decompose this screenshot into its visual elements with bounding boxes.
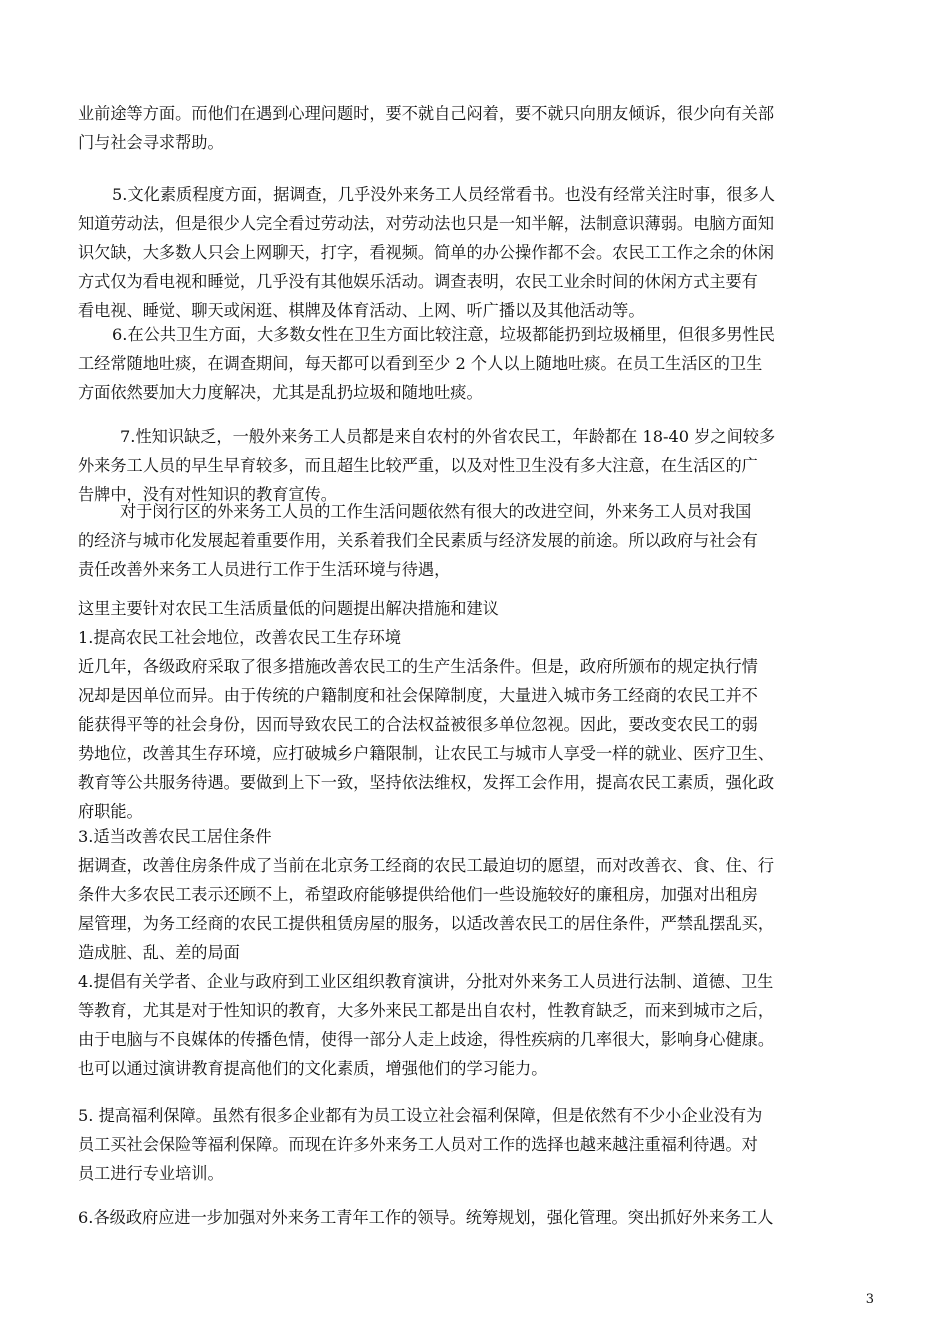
text-line: 识欠缺，大多数人只会上网聊天，打字，看视频。简单的办公操作都不会。农民工工作之余的休闲 (78, 243, 775, 262)
text-line: 6.在公共卫生方面，大多数女性在卫生方面比较注意，垃圾都能扔到垃圾桶里，但很多男性民 (112, 325, 775, 344)
text-line: 6.各级政府应进一步加强对外来务工青年工作的领导。统筹规划，强化管理。突出抓好外来务工人 (78, 1208, 774, 1227)
text-line: 方面依然要加大力度解决，尤其是乱扔垃圾和随地吐痰。 (78, 383, 483, 402)
text-line: 告牌中，没有对性知识的教育宣传。 (78, 485, 337, 504)
text-line: 4.提倡有关学者、企业与政府到工业区组织教育演讲，分批对外来务工人员进行法制、道德、卫生 (78, 972, 774, 991)
text-line: 能获得平等的社会身份，因而导致农民工的合法权益被很多单位忽视。因此，要改变农民工的弱 (78, 715, 758, 734)
paragraph-6-hygiene (78, 320, 878, 407)
text-line: 看电视、睡觉、聊天或闲逛、棋牌及体育活动、上网、听广播以及其他活动等。 (78, 301, 645, 320)
paragraph-intro (78, 99, 878, 157)
text-line: 屋管理，为务工经商的农民工提供租赁房屋的服务，以适改善农民工的居住条件，严禁乱摆乱买， (78, 914, 775, 933)
page-number: 3 (865, 1292, 874, 1307)
text-line: 5.文化素质程度方面，据调查，几乎没外来务工人员经常看书。也没有经常关注时事，很多人 (112, 185, 775, 204)
measures-section (78, 594, 878, 826)
text-line: 据调查，改善住房条件成了当前在北京务工经商的农民工最迫切的愿望，而对改善衣、食、住、行 (78, 856, 775, 875)
text-line: 造成脏、乱、差的局面 (78, 943, 240, 962)
text-line: 条件大多农民工表示还顾不上，希望政府能够提供给他们一些设施较好的廉租房，加强对出租房 (78, 885, 758, 904)
paragraph-7-sex-education (78, 422, 878, 509)
text-line: 外来务工人员的早生早育较多，而且超生比较严重，以及对性卫生没有多大注意，在生活区的广 (78, 456, 758, 475)
text-line: 员工进行专业培训。 (78, 1164, 224, 1183)
paragraph-5-culture (78, 180, 878, 325)
item-5-welfare (78, 1101, 878, 1188)
text-line: 业前途等方面。而他们在遇到心理问题时，要不就自己闷着，要不就只向朋友倾诉，很少向有关部 (78, 104, 775, 123)
text-line: 对于闵行区的外来务工人员的工作生活问题依然有很大的改进空间，外来务工人员对我国 (120, 502, 752, 521)
text-line: 近几年，各级政府采取了很多措施改善农民工的生产生活条件。但是，政府所颁布的规定执行情 (78, 657, 758, 676)
text-line: 况却是因单位而异。由于传统的户籍制度和社会保障制度，大量进入城市务工经商的农民工并不 (78, 686, 758, 705)
item-4-education (78, 967, 878, 1083)
text-line: 势地位，改善其生存环境，应打破城乡户籍限制，让农民工与城市人享受一样的就业、医疗卫生、 (78, 744, 775, 763)
text-line: 方式仅为看电视和睡觉，几乎没有其他娱乐活动。调查表明，农民工业余时间的休闲方式主要有 (78, 272, 758, 291)
section-intro: 这里主要针对农民工生活质量低的问题提出解决措施和建议 (78, 599, 499, 618)
paragraph-summary (78, 497, 878, 584)
text-line: 府职能。 (78, 802, 143, 821)
text-line: 教育等公共服务待遇。要做到上下一致，坚持依法维权，发挥工会作用，提高农民工素质，强化政 (78, 773, 775, 792)
text-line: 5. 提高福利保障。虽然有很多企业都有为员工设立社会福利保障，但是依然有不少小企业没有为 (78, 1106, 763, 1125)
text-line: 由于电脑与不良媒体的传播色情，使得一部分人走上歧途，得性疾病的几率很大，影响身心健康。 (78, 1030, 775, 1049)
text-line: 等教育，尤其是对于性知识的教育，大多外来民工都是出自农村，性教育缺乏，而来到城市之后， (78, 1001, 775, 1020)
text-line: 的经济与城市化发展起着重要作用，关系着我们全民素质与经济发展的前途。所以政府与社会有 (78, 531, 758, 550)
item-3-title: 3.适当改善农民工居住条件 (78, 827, 272, 846)
text-line: 7.性知识缺乏，一般外来务工人员都是来自农村的外省农民工，年龄都在 18-40 岁之间较多 (120, 427, 776, 446)
text-line: 员工买社会保险等福利保障。而现在许多外来务工人员对工作的选择也越来越注重福利待遇。对 (78, 1135, 758, 1154)
text-line: 也可以通过演讲教育提高他们的文化素质，增强他们的学习能力。 (78, 1059, 548, 1078)
text-line: 门与社会寻求帮助。 (78, 133, 224, 152)
text-line: 工经常随地吐痰，在调查期间，每天都可以看到至少 2 个人以上随地吐痰。在员工生活区的卫生 (78, 354, 763, 373)
text-line: 责任改善外来务工人员进行工作于生活环境与待遇， (78, 560, 451, 579)
item-3-housing (78, 822, 878, 967)
item-6-government (78, 1203, 878, 1232)
text-line: 知道劳动法，但是很少人完全看过劳动法，对劳动法也只是一知半解，法制意识薄弱。电脑方面知 (78, 214, 775, 233)
item-1-title: 1.提高农民工社会地位，改善农民工生存环境 (78, 628, 402, 647)
